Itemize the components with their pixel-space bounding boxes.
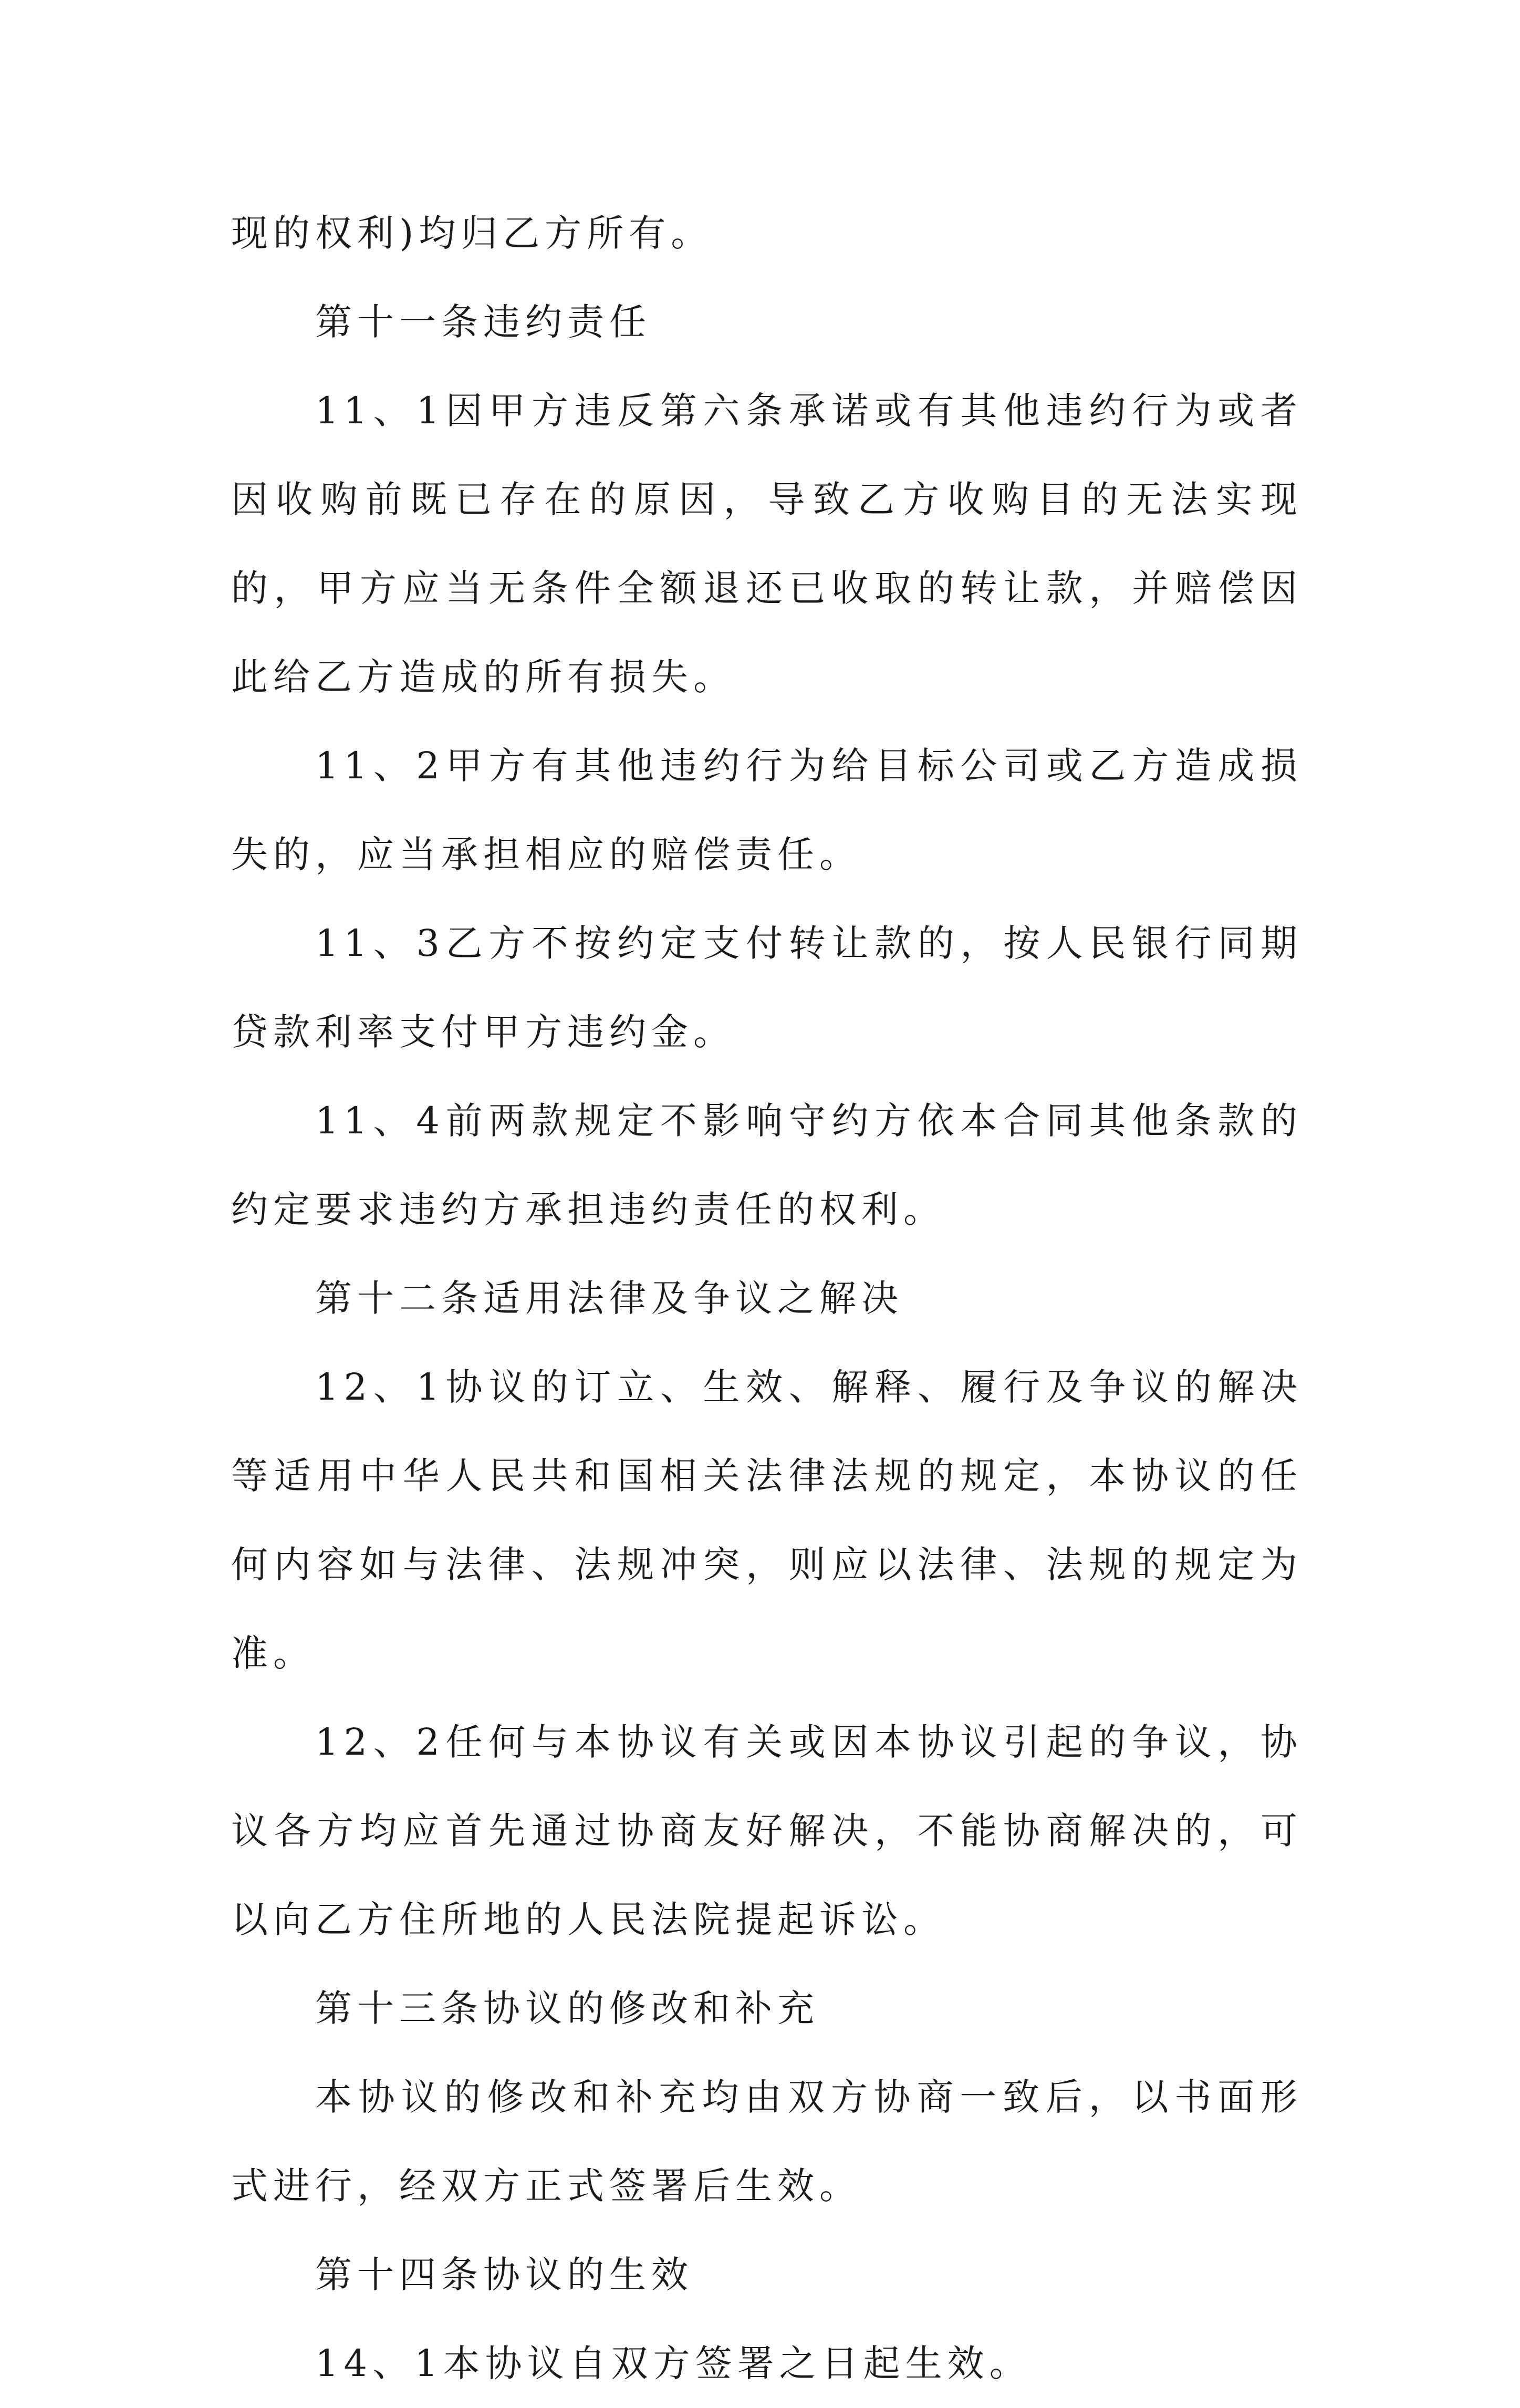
article-13-body: 本协议的修改和补充均由双方协商一致后，以书面形式进行，经双方正式签署后生效。 (231, 2076, 1303, 2207)
clause-11-1: 11、1因甲方违反第六条承诺或有其他违约行为或者因收购前既已存在的原因，导致乙方收购目的无法实现的，甲方应当无条件全额退还已收取的转让款，并赔偿因此给乙方造成的所有损失。 (231, 389, 1303, 699)
paragraph-continuation: 现的权利)均归乙方所有。 (231, 212, 713, 255)
clause-14-1: 14、1本协议自双方签署之日起生效。 (315, 2342, 1032, 2385)
clause-11-2: 11、2甲方有其他违约行为给目标公司或乙方造成损失的，应当承担相应的赔偿责任。 (231, 744, 1303, 876)
clause-11-3: 11、3乙方不按约定支付转让款的，按人民银行同期贷款利率支付甲方违约金。 (231, 922, 1303, 1054)
article-14-heading: 第十四条协议的生效 (315, 2253, 693, 2296)
document-body (231, 189, 1303, 2408)
clause-12-1: 12、1协议的订立、生效、解释、履行及争议的解决等适用中华人民共和国相关法律法规的规定，本协议的任何内容如与法律、法规冲突，则应以法律、法规的规定为准。 (231, 1365, 1303, 1675)
article-12-heading: 第十二条适用法律及争议之解决 (315, 1277, 903, 1320)
clause-12-2: 12、2任何与本协议有关或因本协议引起的争议，协议各方均应首先通过协商友好解决，不能协商解决的，可以向乙方住所地的人民法院提起诉讼。 (231, 1721, 1303, 1941)
article-13-heading: 第十三条协议的修改和补充 (315, 1987, 819, 2030)
clause-11-4: 11、4前两款规定不影响守约方依本合同其他条款的约定要求违约方承担违约责任的权利。 (231, 1099, 1303, 1231)
article-11-heading: 第十一条违约责任 (315, 300, 651, 343)
